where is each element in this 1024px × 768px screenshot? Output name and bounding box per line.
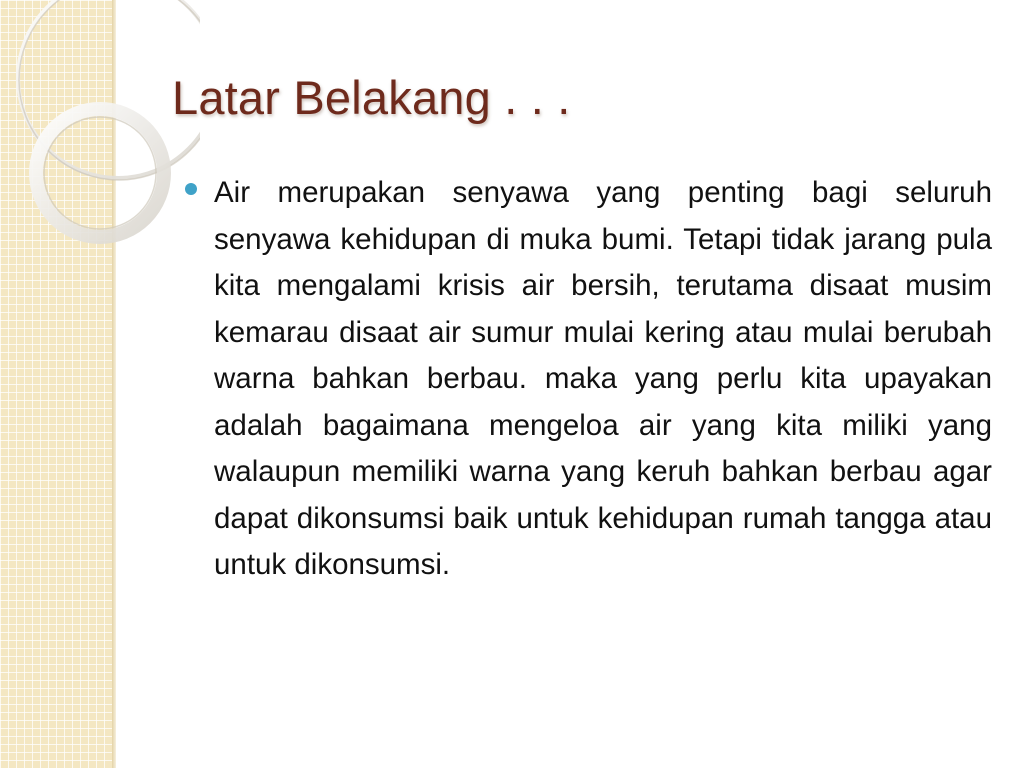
slide-title: Latar Belakang . . . — [172, 71, 571, 124]
decorative-circles — [0, 0, 200, 300]
bullet-item — [182, 170, 992, 589]
decorative-ring-small-inner — [44, 117, 156, 229]
slide-content — [182, 170, 992, 589]
bullet-text: Air merupakan senyawa yang penting bagi seluruh senyawa kehidupan di muka bumi. Tetapi tidak jarang pula kita mengalami krisis air bersih, terutama disaat musim kemarau disaat air sumur mulai kering atau mulai berubah warna bahkan berbau. maka yang perlu kita upayakan adalah bagaimana mengeloa air yang kita miliki yang walaupun memiliki warna yang keruh bahkan berbau agar dapat dikonsumsi baik untuk kehidupan rumah tangga atau untuk dikonsumsi. — [214, 176, 992, 581]
bullet-dot-icon — [185, 183, 197, 195]
